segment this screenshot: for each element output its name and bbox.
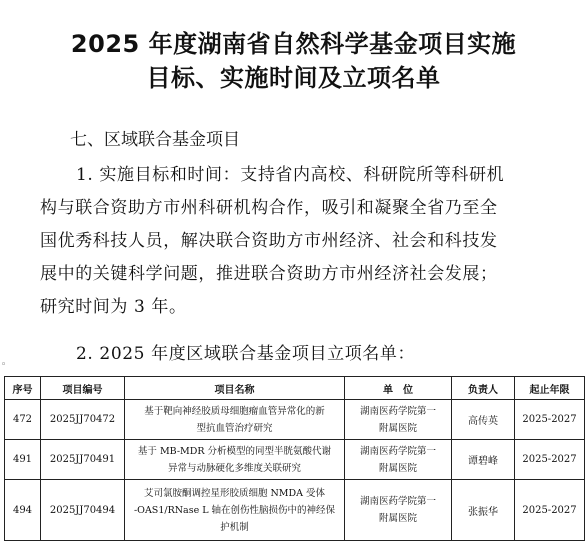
cell-index: 472: [5, 400, 41, 440]
project-name-line: 护机制: [220, 521, 249, 533]
cell-project-name: [125, 400, 345, 440]
cell-project-name: [125, 480, 345, 541]
header-name: 项目名称: [125, 377, 345, 400]
paragraph-line: 展中的关键科学问题，推进联合资助方市州经济社会发展；: [40, 264, 498, 284]
cell-period: 2025-2027: [515, 480, 585, 541]
unit-line: 附属医院: [378, 513, 417, 524]
unit-line: 湖南医药学院第一: [359, 445, 436, 457]
table-row: [5, 480, 585, 541]
list-subheading: 2. 2025 年度区域联合基金项目立项名单：: [76, 344, 416, 364]
table-row: [5, 400, 585, 440]
project-name-line: 异常与动脉硬化多维度关联研究: [167, 462, 301, 474]
project-name-line: 基于 MB-MDR 分析模型的同型半胱氨酸代谢: [137, 445, 332, 457]
document-title-line-1: 2025 年度湖南省自然科学基金项目实施: [70, 30, 517, 58]
header-code: 项目编号: [41, 377, 125, 400]
header-unit: 单 位: [345, 377, 452, 400]
project-name-line: 型抗血管治疗研究: [196, 422, 273, 434]
cell-period: 2025-2027: [515, 400, 585, 440]
cell-code: 2025JJ70472: [41, 400, 125, 440]
cell-unit: [345, 440, 452, 480]
project-name-line: 艾司氯胺酮调控星形胶质细胞 NMDA 受体: [143, 487, 326, 499]
unit-line: 附属医院: [378, 462, 417, 474]
cell-unit: [345, 480, 452, 541]
unit-line: 湖南医药学院第一: [359, 496, 436, 507]
project-name-line: 基于靶向神经胶质母细胞瘤血管异常化的新: [144, 405, 325, 417]
cell-code: 2025JJ70494: [41, 480, 125, 541]
header-period: 起止年限: [515, 377, 585, 400]
cell-index: 491: [5, 440, 41, 480]
table-row: [5, 440, 585, 480]
project-name-line: -OAS1/RNase L 轴在创伤性脑损伤中的神经保: [133, 504, 336, 516]
paragraph-line: 国优秀科技人员，解决联合资助方市州经济、社会和科技发: [40, 231, 498, 251]
header-index: 序号: [5, 377, 41, 400]
cell-unit: [345, 400, 452, 440]
unit-line: 湖南医药学院第一: [359, 405, 436, 417]
unit-line: 附属医院: [378, 422, 417, 434]
paragraph-line: 研究时间为 3 年。: [40, 297, 187, 317]
margin-mark-icon: ◦: [1, 360, 7, 370]
project-table: [4, 376, 585, 541]
cell-project-name: [125, 440, 345, 480]
cell-leader: 谭碧峰: [452, 440, 515, 480]
cell-leader: 张振华: [452, 480, 515, 541]
section-heading: 七、区域联合基金项目: [70, 130, 240, 150]
cell-leader: 高传英: [452, 400, 515, 440]
cell-period: 2025-2027: [515, 440, 585, 480]
paragraph-line: 构与联合资助方市州科研机构合作，吸引和凝聚全省乃至全: [40, 198, 498, 218]
header-leader: 负责人: [452, 377, 515, 400]
document-title-line-2: 目标、实施时间及立项名单: [146, 64, 441, 92]
table-header-row: [5, 377, 585, 400]
paragraph-line: 1. 实施目标和时间：支持省内高校、科研院所等科研机: [76, 165, 505, 185]
cell-index: 494: [5, 480, 41, 541]
cell-code: 2025JJ70491: [41, 440, 125, 480]
